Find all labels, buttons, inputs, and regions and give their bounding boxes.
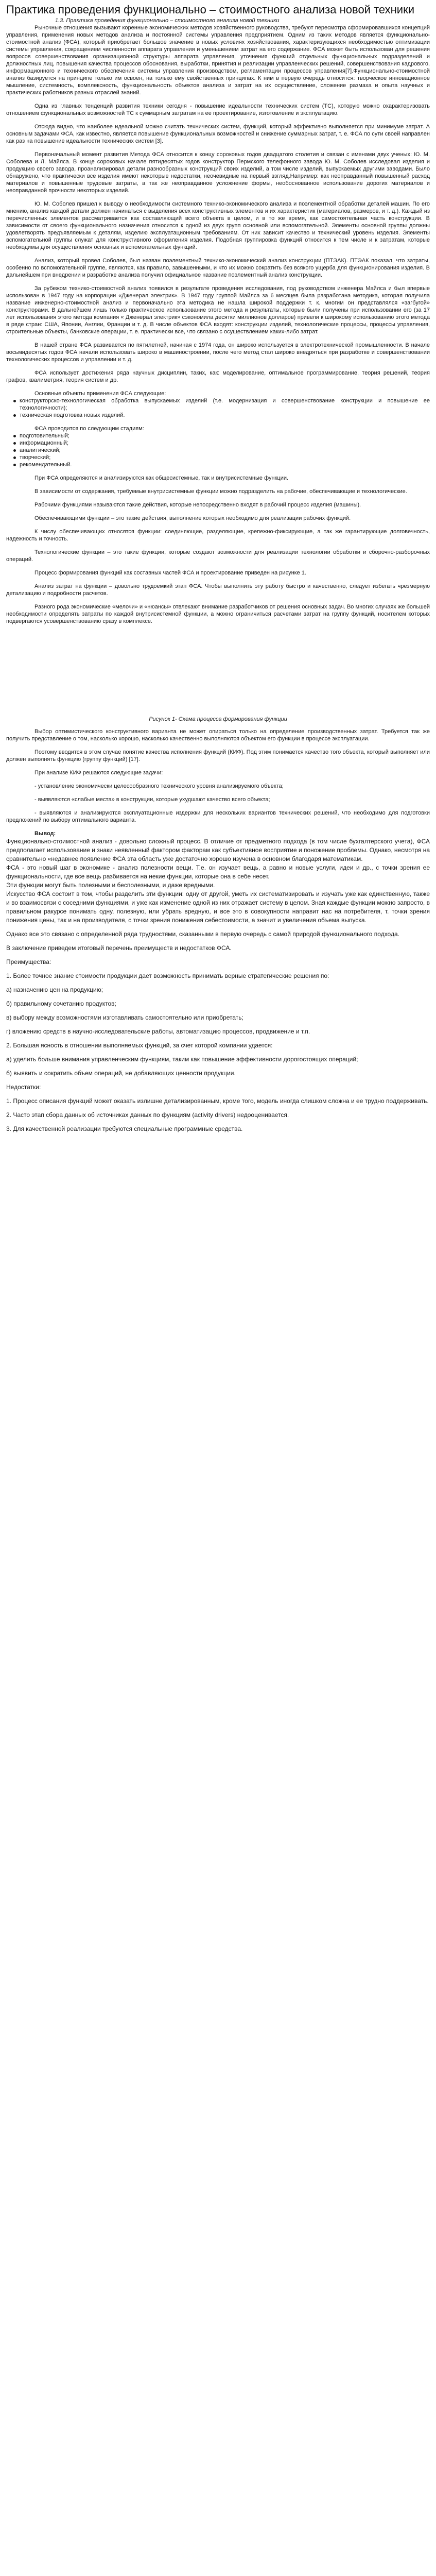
list-item: конструкторско-технологическая обработка выпускаемых изделий (т.е. модернизация и совершенствование конструкции и повышение ее технологичности); xyxy=(20,398,430,411)
paragraph: 2. Часто этап сбора данных об источниках данных по функциям (activity drivers) недооценивается. xyxy=(6,1111,289,1118)
figure-placeholder xyxy=(6,625,430,713)
paragraph: В нашей стране ФСА развивается по пятилетней, начиная с 1974 года, он широко используется в электротехнической промышленности. В начале восьмидесятых годов ФСА начали использовать широко в машиностроении, после чего метод стал широко внедряться при разработке и совершенствовании технологических процессов и управлении и т. д. xyxy=(6,342,430,363)
stages-list xyxy=(6,432,430,468)
paragraph: Процесс формирования функций как составных частей ФСА и проектирование приведен на рисунке 1. xyxy=(34,570,306,576)
paragraph: Анализ затрат на функции – довольно трудоемкий этап ФСА. Чтобы выполнить эту работу быстро и качественно, следует избегать чрезмерную детализацию и подробности расчетов. xyxy=(6,583,430,597)
paragraph: Искусство ФСА состоит в том, чтобы разделить эти функции: одну от другой, уметь их систематизировать и изучать уже как единственную, также и во взаимосвязи с соседними функциями, и уже как изменение одной из них отражает систему в целом. Зная каждые функции можно запросто, в правильном ракурсе понимать одну, полезную, или убрать вредную, и все это в совокупности направит нас на потребителя, т. точки зрения понижения цены, так и на производителя, с точки зрения понижения себестоимости, а значит и увеличения объема выпуска. xyxy=(6,890,430,924)
paragraph: Преимущества: xyxy=(6,958,51,965)
conclusion-section xyxy=(6,837,430,1133)
paragraph: При ФСА определяются и анализируются как общесистемные, так и внутрисистемные функции. xyxy=(34,475,289,481)
list-item: информационный; xyxy=(20,439,430,447)
paragraph: Отсюда видно, что наиболее идеальной можно считать технических систем, функций, который эффективно выполняется при минимуме затрат. А основным задачами ФСА, как известно, является повышение функциональных возможностей и снижение суммарных затрат, т. е. ФСА по сути своей направлен как раз на повышение идеальности технических систем [3]. xyxy=(6,124,430,144)
paragraph: В заключение приведем итоговый перечень преимуществ и недостатков ФСА. xyxy=(6,944,232,952)
paragraph: Одна из главных тенденций развития техники сегодня - повышение идеальности технических систем (ТС), которую можно охарактеризовать отношением функциональных возможностей ТС к суммарным затратам на ее проектирование, изготовление и эксплуатацию. xyxy=(6,103,430,116)
paragraph: - выявляются «слабые места» в конструкции, которые ухудшают качество всего объекта; xyxy=(34,796,270,803)
paragraph: ФСА использует достижения ряда научных дисциплин, таких, как: моделирование, оптимальное программирование, теория решений, теория графов, квалиметрия, теория систем и др. xyxy=(6,370,430,383)
figure-caption: Рисунок 1- Схема процесса формирования функции xyxy=(149,716,287,722)
paragraph: Разного рода экономические «мелочи» и «нюансы» отвлекают внимание разработчиков от решения основных задач. Во многих случаях же большей необходимости определять затраты по каждой внутрисистемной функции, а можно ограничиться расчетами затрат на группу функций, носителем которых подвергаются усовершенствованию сразу в комплексе. xyxy=(6,604,430,624)
paragraph: Выбор оптимистического конструктивного варианта не может опираться только на определение производственных затрат. Требуется так же получить представление о том, насколько хорошо, насколько качественно выполняются объектом его функции в процессе эксплуатации. xyxy=(6,728,430,742)
paragraph: Недостатки: xyxy=(6,1083,41,1091)
paragraph: Поэтому вводится в этом случае понятие качества исполнения функций (КИФ). Под этим понимается качество того объекта, который выполняет или должен выполнять функцию (группу функций) [17]. xyxy=(6,749,430,762)
paragraph: г) вложению средств в научно-исследовательские работы, автоматизацию процессов, продвижение и т.п. xyxy=(6,1028,310,1035)
paragraph: При анализе КИФ решаются следующие задачи: xyxy=(34,770,163,776)
paragraph: Функционально-стоимостной анализ - довольно сложный процесс. В отличие от предметного подхода (в том числе бухгалтерского учета), ФСА предполагает использование и знаки неявленный фактором факторам как субъективное восприятие и поножение проблемы. Однако, несмотря на сравнительно «недавнее появление ФСА эта область уже достаточно хорошо изучена в основном благодаря математикам. xyxy=(6,838,430,862)
section-heading: 1.3. Практика проведения функционально – стоимостного анализа новой техники xyxy=(55,18,280,24)
paragraph: Технологические функции – это такие функции, которые создают возможности для реализации технологии обработки и сборочно-разборочных операций. xyxy=(6,549,430,563)
paragraph: 2. Большая ясность в отношении выполняемых функций, за счет которой компании удается: xyxy=(6,1042,273,1049)
paragraph: В зависимости от содержания, требуемые внутрисистемные функции можно подразделить на рабочие, обеспечивающие и технологические. xyxy=(34,488,407,495)
paragraph: За рубежом технико-стоимостной анализ появился в результате проведения исследования, под руководством инженера Майлса и был впервые использован в 1947 году на корпорации «Дженерал электрик». В 1947 году группой Майлса за 6 месяцев была разработана методика, которая получила название инженерно-стоимостной анализ и первоначально эта методика не нашла широкой поддержки т. к. многим он представлялся «загбугой» конструкторами. В дальнейшем лишь только практическое использование этого метода и результаты, которые были получены при использовании его (за 17 лет использования этого метода компания « Дженерал электрик» сэкономила десятки миллионов долларов) привели к широкому использованию этого метода в ряде стран: США, Японии, Англии, Франции и т. д. В числе объектов ФСА входят: конструкции изделий, технологические процессы, процессы управления, строительные объекты, банковские операции, т. е. практически все, что связано с осуществлением каких-либо затрат. xyxy=(6,285,430,335)
list-item: творческий; xyxy=(20,454,430,461)
list-item: рекомендательный. xyxy=(20,461,430,468)
paragraph: Рабочими функциями называются такие действия, которые непосредственно входят в рабочий процесс изделия (машины). xyxy=(34,502,361,508)
paragraph: ФСА - это новый шаг в экономике - анализ полезности вещи. Т.е. он изучает вещь, а равно и новые услуги, идеи и др., с точки зрения ее функциональности, где все вещь разбивается на некие функции, которые она в себе несет. xyxy=(6,864,430,880)
paragraph: в) выбору между возможностями изготавливать самостоятельно или приобретать; xyxy=(6,1014,243,1021)
paragraph: К числу обеспечивающих относятся функции: соединяющие, разделяющие, крепежно-фиксирующие, а так же гарантирующие долговечность, надежность и точность. xyxy=(6,529,430,542)
paragraph: а) назначению цен на продукцию; xyxy=(6,986,103,993)
list-item: техническая подготовка новых изделий. xyxy=(20,412,430,419)
paragraph: 1. Более точное знание стоимости продукции дает возможность принимать верные стратегические решения по: xyxy=(6,972,329,979)
paragraph: Эти функции могут быть полезными и бесполезными, и даже вредными. xyxy=(6,882,215,889)
paragraph: а) уделить больше внимания управленческим функциям, таким как повышение эффективности дорогостоящих операций; xyxy=(6,1056,358,1063)
conclusion-label: Вывод: xyxy=(34,831,56,837)
page-title: Практика проведения функционально – стоимостного анализа новой техники xyxy=(6,3,415,16)
objects-list xyxy=(6,397,430,419)
paragraph: 1. Процесс описания функций может оказать излишне детализированным, кроме того, модель иногда слишком сложна и ее трудно поддерживать. xyxy=(6,1097,429,1105)
paragraph: Обеспечивающими функции – это такие действия, выполнение которых необходимо для реализации рабочих функций. xyxy=(34,515,351,521)
paragraph: б) выявить и сократить объем операций, не добавляющих ценности продукции. xyxy=(6,1070,236,1077)
paragraph: 3. Для качественной реализации требуются специальные программные средства. xyxy=(6,1125,243,1132)
paragraph: б) правильному сочетанию продуктов; xyxy=(6,1000,116,1007)
paragraph: Первоначальный момент развития Метода ФСА относится к концу сороковых годов двадцатого столетия и связан с именами двух ученых: Ю. М. Соболева и Л. Майлса. В конце сороковых начале пятидесятых годов конструктор Пермского телефонного завода Ю. М. Соболев исследовал изделия и продукцию своего завода, проанализировал детали разнообразных конструкций своих изделий, а том числе изделий, выпускаемых другими заводами. Было обнаружено, что практически все изделия имеют некоторые недостатки, неочевидные на первый взгляд.Например: как неоправданный повышенный расход материалов и повышенные трудовые затраты, а так же неоправданное усложнение формы, необоснованное использование дорогих материалов и неоправданной прочности некоторых изделий. xyxy=(6,151,430,194)
list-item: аналитический; xyxy=(20,447,430,454)
paragraph: ФСА проводится по следующим стадиям: xyxy=(34,426,144,432)
paragraph: Однако все это связано с определенной ряда трудностями, сказанными в первую очередь с самой природой функционального подхода. xyxy=(6,930,399,938)
paragraph: - выявляются и анализируются эксплуатационные издержки для нескольких вариантов технических решений, что необходимо для подготовки предложений по выбору оптимального варианта. xyxy=(6,810,430,823)
list-item: подготовительный; xyxy=(20,432,430,439)
paragraph: Ю. М. Соболев пришел к выводу о необходимости системного технико-экономического анализа и поэлементной обработки деталей машин. По его мнению, анализ каждой детали должен начинаться с выделения всех конструктивных элементов и их характеристик (материалов, размеров, и т. д.). Каждый из перечисленных элементов рассматривается как составляющий всего объекта в целом, и в то же время, как самостоятельная часть конструкции. В зависимости от своего функционального назначения относится к одной из двух групп основной или вспомогательной. Элементы основной группы должны удовлетворять предъявляемым к деталям, изделию эксплуатационным требованиям. От них зависит качество и технический уровень изделия. Элементы вспомогательной группы служат для конструктивного оформления изделия. Подобная группировка функций относится к тем числе и к затратам, которые необходимы для осуществления основных и вспомогательных функций. xyxy=(6,201,430,250)
paragraph: Анализ, который провел Соболев, был назван поэлементный технико-экономический анализ конструкции (ПТЭАК). ПТЭАК показал, что затраты, особенно по вспомогательной группе, являются, как правило, завышенными, и что их можно сократить без всякого ущерба для функционирования изделия. В дальнейшем при внедрении и разработке анализа получил официальное название поэлементный анализ конструкции. xyxy=(6,258,430,278)
paragraph: - установление экономически целесообразного технического уровня анализируемого объекта; xyxy=(34,783,284,789)
paragraph: Основные объекты применения ФСА следующие: xyxy=(34,391,166,397)
paragraph: Рыночные отношения вызывают коренные экономических методов хозяйственного руководства, требуют пересмотра сформировавшихся концепций управления, применения новых методов анализа и постоянной системы управления предприятием. Одним из таких методов является функционально-стоимостной анализ (ФСА), который приобретает большое значение в новых условиях хозяйствования, характеризующихся необходимостью оптимизации системы управления, сокращением численности аппарата управления и уменьшением затрат на его содержание. ФСА может быть использован для решения вопросов совершенствования организационной структуры аппарата управления, уточнения функций отдельных функциональных подразделений и должностных лиц, повышения качества процессов обоснования, выработки, принятия и реализации управленческих решений, совершенствования кадрового, информационного и технического обеспечения системы управления производством, регламентации процессов управления[7].Функционально-стоимостной анализ базируется на принципе только им освоен, на только ему свойственных принципах. К ним в первую очередь относится: творческое инновационное мышление, системность, комплексность, функциональность объектов анализа и затрат на их осуществление, сложение размахa и опыта научных и практических работников разных отраслей знаний. xyxy=(6,25,430,96)
